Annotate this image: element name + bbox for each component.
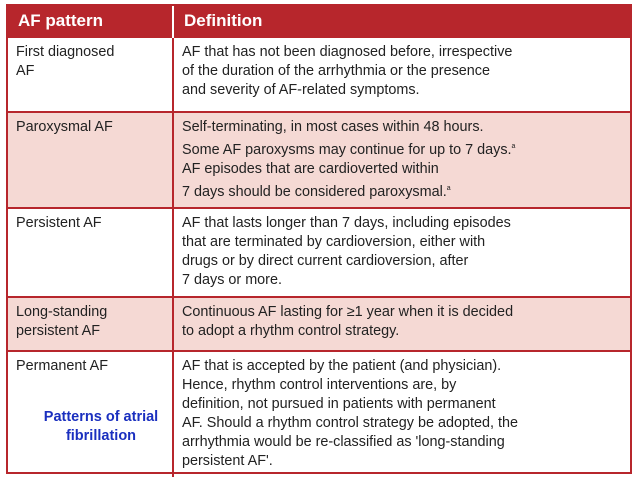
table-row bbox=[8, 112, 630, 208]
footnote-marker: a bbox=[446, 184, 451, 192]
af-pattern-table bbox=[8, 6, 630, 477]
pattern-label: persistent AF bbox=[16, 322, 100, 339]
definition-cell bbox=[173, 37, 630, 112]
table-row bbox=[8, 37, 630, 112]
definition-cell bbox=[173, 297, 630, 351]
table-header-row bbox=[8, 6, 630, 37]
definition-text: 7 days should be considered paroxysmal. bbox=[182, 183, 447, 200]
pattern-label: Paroxysmal AF bbox=[16, 119, 113, 135]
footnote-marker: a bbox=[511, 143, 516, 150]
definition-text: Self-terminating, in most cases within 48 hours. bbox=[182, 119, 484, 135]
definition-text: AF. Should a rhythm control strategy be adopted, the bbox=[182, 414, 518, 431]
pattern-cell bbox=[8, 297, 173, 351]
definition-text: AF that is accepted by the patient (and physician). bbox=[182, 357, 502, 374]
definition-text-with-note bbox=[182, 137, 622, 160]
pattern-label: Permanent AF bbox=[16, 357, 108, 374]
definition-text: that are terminated by cardioversion, either with bbox=[182, 233, 486, 250]
definition-text: AF that lasts longer than 7 days, including episodes bbox=[182, 214, 511, 231]
definition-text: persistent AF'. bbox=[182, 452, 273, 469]
table-row bbox=[8, 208, 630, 297]
caption-line: Patterns of atrial bbox=[43, 409, 159, 425]
table-row bbox=[8, 297, 630, 351]
definition-text: to adopt a rhythm control strategy. bbox=[182, 322, 400, 339]
definition-text: Some AF paroxysms may continue for up to 7 days. bbox=[182, 141, 512, 158]
definition-cell bbox=[173, 208, 630, 297]
definition-text: Hence, rhythm control interventions are, by bbox=[182, 376, 457, 393]
definition-text: AF that has not been diagnosed before, irrespective bbox=[182, 44, 513, 60]
definition-text: arrhythmia would be re-classified as 'long-standing bbox=[182, 433, 505, 450]
pattern-cell bbox=[8, 208, 173, 297]
pattern-cell bbox=[8, 37, 173, 112]
column-header-af-pattern: AF pattern bbox=[8, 6, 173, 37]
definition-text: Continuous AF lasting for ≥1 year when it is decided bbox=[182, 303, 514, 320]
definition-cell bbox=[173, 351, 630, 477]
column-header-definition: Definition bbox=[173, 6, 630, 37]
definition-text: definition, not pursued in patients with permanent bbox=[182, 395, 496, 412]
slide-caption bbox=[26, 408, 176, 446]
caption-line: fibrillation bbox=[65, 428, 137, 444]
definition-text: drugs or by direct current cardioversion, after bbox=[182, 252, 469, 269]
definition-text: 7 days or more. bbox=[182, 271, 282, 288]
pattern-label: First diagnosed bbox=[16, 44, 115, 60]
pattern-label: Long-standing bbox=[16, 303, 108, 320]
definition-text: AF episodes that are cardioverted within bbox=[182, 160, 439, 177]
definition-text: of the duration of the arrhythmia or the presence bbox=[182, 63, 490, 79]
definition-text: and severity of AF-related symptoms. bbox=[182, 82, 420, 98]
pattern-label: Persistent AF bbox=[16, 214, 102, 231]
af-pattern-table-frame bbox=[6, 4, 632, 474]
definition-cell bbox=[173, 112, 630, 208]
pattern-label: AF bbox=[16, 63, 35, 79]
definition-text-with-note bbox=[182, 179, 622, 202]
pattern-cell bbox=[8, 112, 173, 208]
